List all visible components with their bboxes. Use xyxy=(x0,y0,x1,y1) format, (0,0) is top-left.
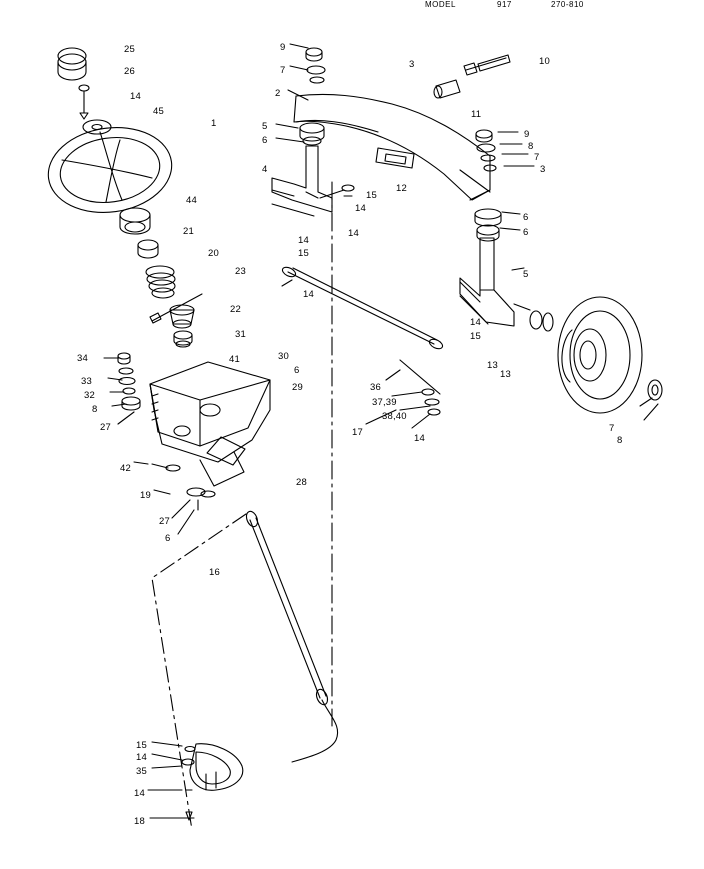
callout-41: 41 xyxy=(229,354,240,365)
callout-4: 4 xyxy=(262,164,268,175)
front-wheel-right xyxy=(558,297,662,420)
callout-8-c: 8 xyxy=(617,435,623,446)
callout-6-d: 6 xyxy=(523,212,529,223)
callout-15-c: 15 xyxy=(136,740,147,751)
callout-30: 30 xyxy=(278,351,289,362)
screw-42 xyxy=(134,462,148,464)
callout-23: 23 xyxy=(235,266,246,277)
washer-31 xyxy=(174,331,192,347)
callout-14-i: 14 xyxy=(414,433,425,444)
callout-6-b: 6 xyxy=(294,365,300,376)
callout-8-a: 8 xyxy=(92,404,98,415)
callout-37-39: 37,39 xyxy=(372,397,397,408)
callout-2: 2 xyxy=(275,88,281,99)
callout-12: 12 xyxy=(396,183,407,194)
callout-3-a: 3 xyxy=(409,59,415,70)
callout-16: 16 xyxy=(209,567,220,578)
steering-gear-housing xyxy=(150,362,270,486)
bolt-22 xyxy=(150,294,202,323)
callout-3-b: 3 xyxy=(540,164,546,175)
callout-14-a: 14 xyxy=(130,91,141,102)
callout-14-h: 14 xyxy=(470,317,481,328)
callout-6-a: 6 xyxy=(165,533,171,544)
callout-33: 33 xyxy=(81,376,92,387)
callout-9-b: 9 xyxy=(524,129,530,140)
callout-34: 34 xyxy=(77,353,88,364)
bolt-10 xyxy=(434,55,510,98)
header-right-fragment: 270-810 xyxy=(551,0,584,9)
callout-14-c: 14 xyxy=(348,228,359,239)
flange-bushing-23 xyxy=(170,305,194,328)
callout-15-d: 15 xyxy=(470,331,481,342)
axle-plate-12 xyxy=(376,148,414,168)
callout-9-a: 9 xyxy=(280,42,286,53)
callout-21: 21 xyxy=(183,226,194,237)
callout-17: 17 xyxy=(352,427,363,438)
front-axle-beam xyxy=(294,94,490,200)
callout-27-b: 27 xyxy=(159,516,170,527)
pedal-plate xyxy=(190,744,243,791)
callout-7-b: 7 xyxy=(534,152,540,163)
wheel-adapter xyxy=(120,208,150,234)
callout-38-40: 38,40 xyxy=(382,411,407,422)
callout-6-c: 6 xyxy=(262,135,268,146)
callout-1: 1 xyxy=(211,118,217,129)
callout-29: 29 xyxy=(292,382,303,393)
lower-guide-line xyxy=(152,514,246,830)
callout-14-e: 14 xyxy=(136,752,147,763)
callout-14-d: 14 xyxy=(298,235,309,246)
steering-spring xyxy=(146,266,175,298)
callout-31: 31 xyxy=(235,329,246,340)
steering-wheel-ring xyxy=(43,120,177,220)
callout-28: 28 xyxy=(296,477,307,488)
header-mid-fragment: 917 xyxy=(497,0,512,9)
right-spindle-bearings xyxy=(475,209,520,241)
callout-7-a: 7 xyxy=(280,65,286,76)
tie-rod xyxy=(281,265,444,350)
steering-bushing-21 xyxy=(138,240,158,258)
callout-13-b: 13 xyxy=(500,369,511,380)
callout-36: 36 xyxy=(370,382,381,393)
callout-8-b: 8 xyxy=(528,141,534,152)
callout-44: 44 xyxy=(186,195,197,206)
callout-14-f: 14 xyxy=(134,788,145,799)
callout-14-g: 14 xyxy=(303,289,314,300)
callout-45: 45 xyxy=(153,106,164,117)
callout-35: 35 xyxy=(136,766,147,777)
header-left-fragment: MODEL xyxy=(425,0,456,9)
callout-25-a: 25 xyxy=(124,44,135,55)
callout-15-b: 15 xyxy=(298,248,309,259)
left-spindle-arm xyxy=(272,146,354,216)
callout-13-a: 13 xyxy=(487,360,498,371)
callout-11: 11 xyxy=(471,109,482,120)
callout-5-a: 5 xyxy=(262,121,268,132)
callout-22: 22 xyxy=(230,304,241,315)
callout-14-b: 14 xyxy=(355,203,366,214)
drag-link-lower xyxy=(244,510,337,762)
callout-42: 42 xyxy=(120,463,131,474)
callout-6-e: 6 xyxy=(523,227,529,238)
callout-10: 10 xyxy=(539,56,550,67)
callout-15-a: 15 xyxy=(366,190,377,201)
wheel-cap-bolt xyxy=(79,85,89,119)
pedal-hardware xyxy=(148,742,195,820)
callout-32: 32 xyxy=(84,390,95,401)
callout-27-a: 27 xyxy=(100,422,111,433)
callout-18: 18 xyxy=(134,816,145,827)
callout-7-c: 7 xyxy=(609,423,615,434)
callout-19: 19 xyxy=(140,490,151,501)
hardware-stack-left xyxy=(104,353,140,424)
callout-5-b: 5 xyxy=(523,269,529,280)
callout-20: 20 xyxy=(208,248,219,259)
callout-26: 26 xyxy=(124,66,135,77)
steering-wheel-cap xyxy=(58,48,86,80)
